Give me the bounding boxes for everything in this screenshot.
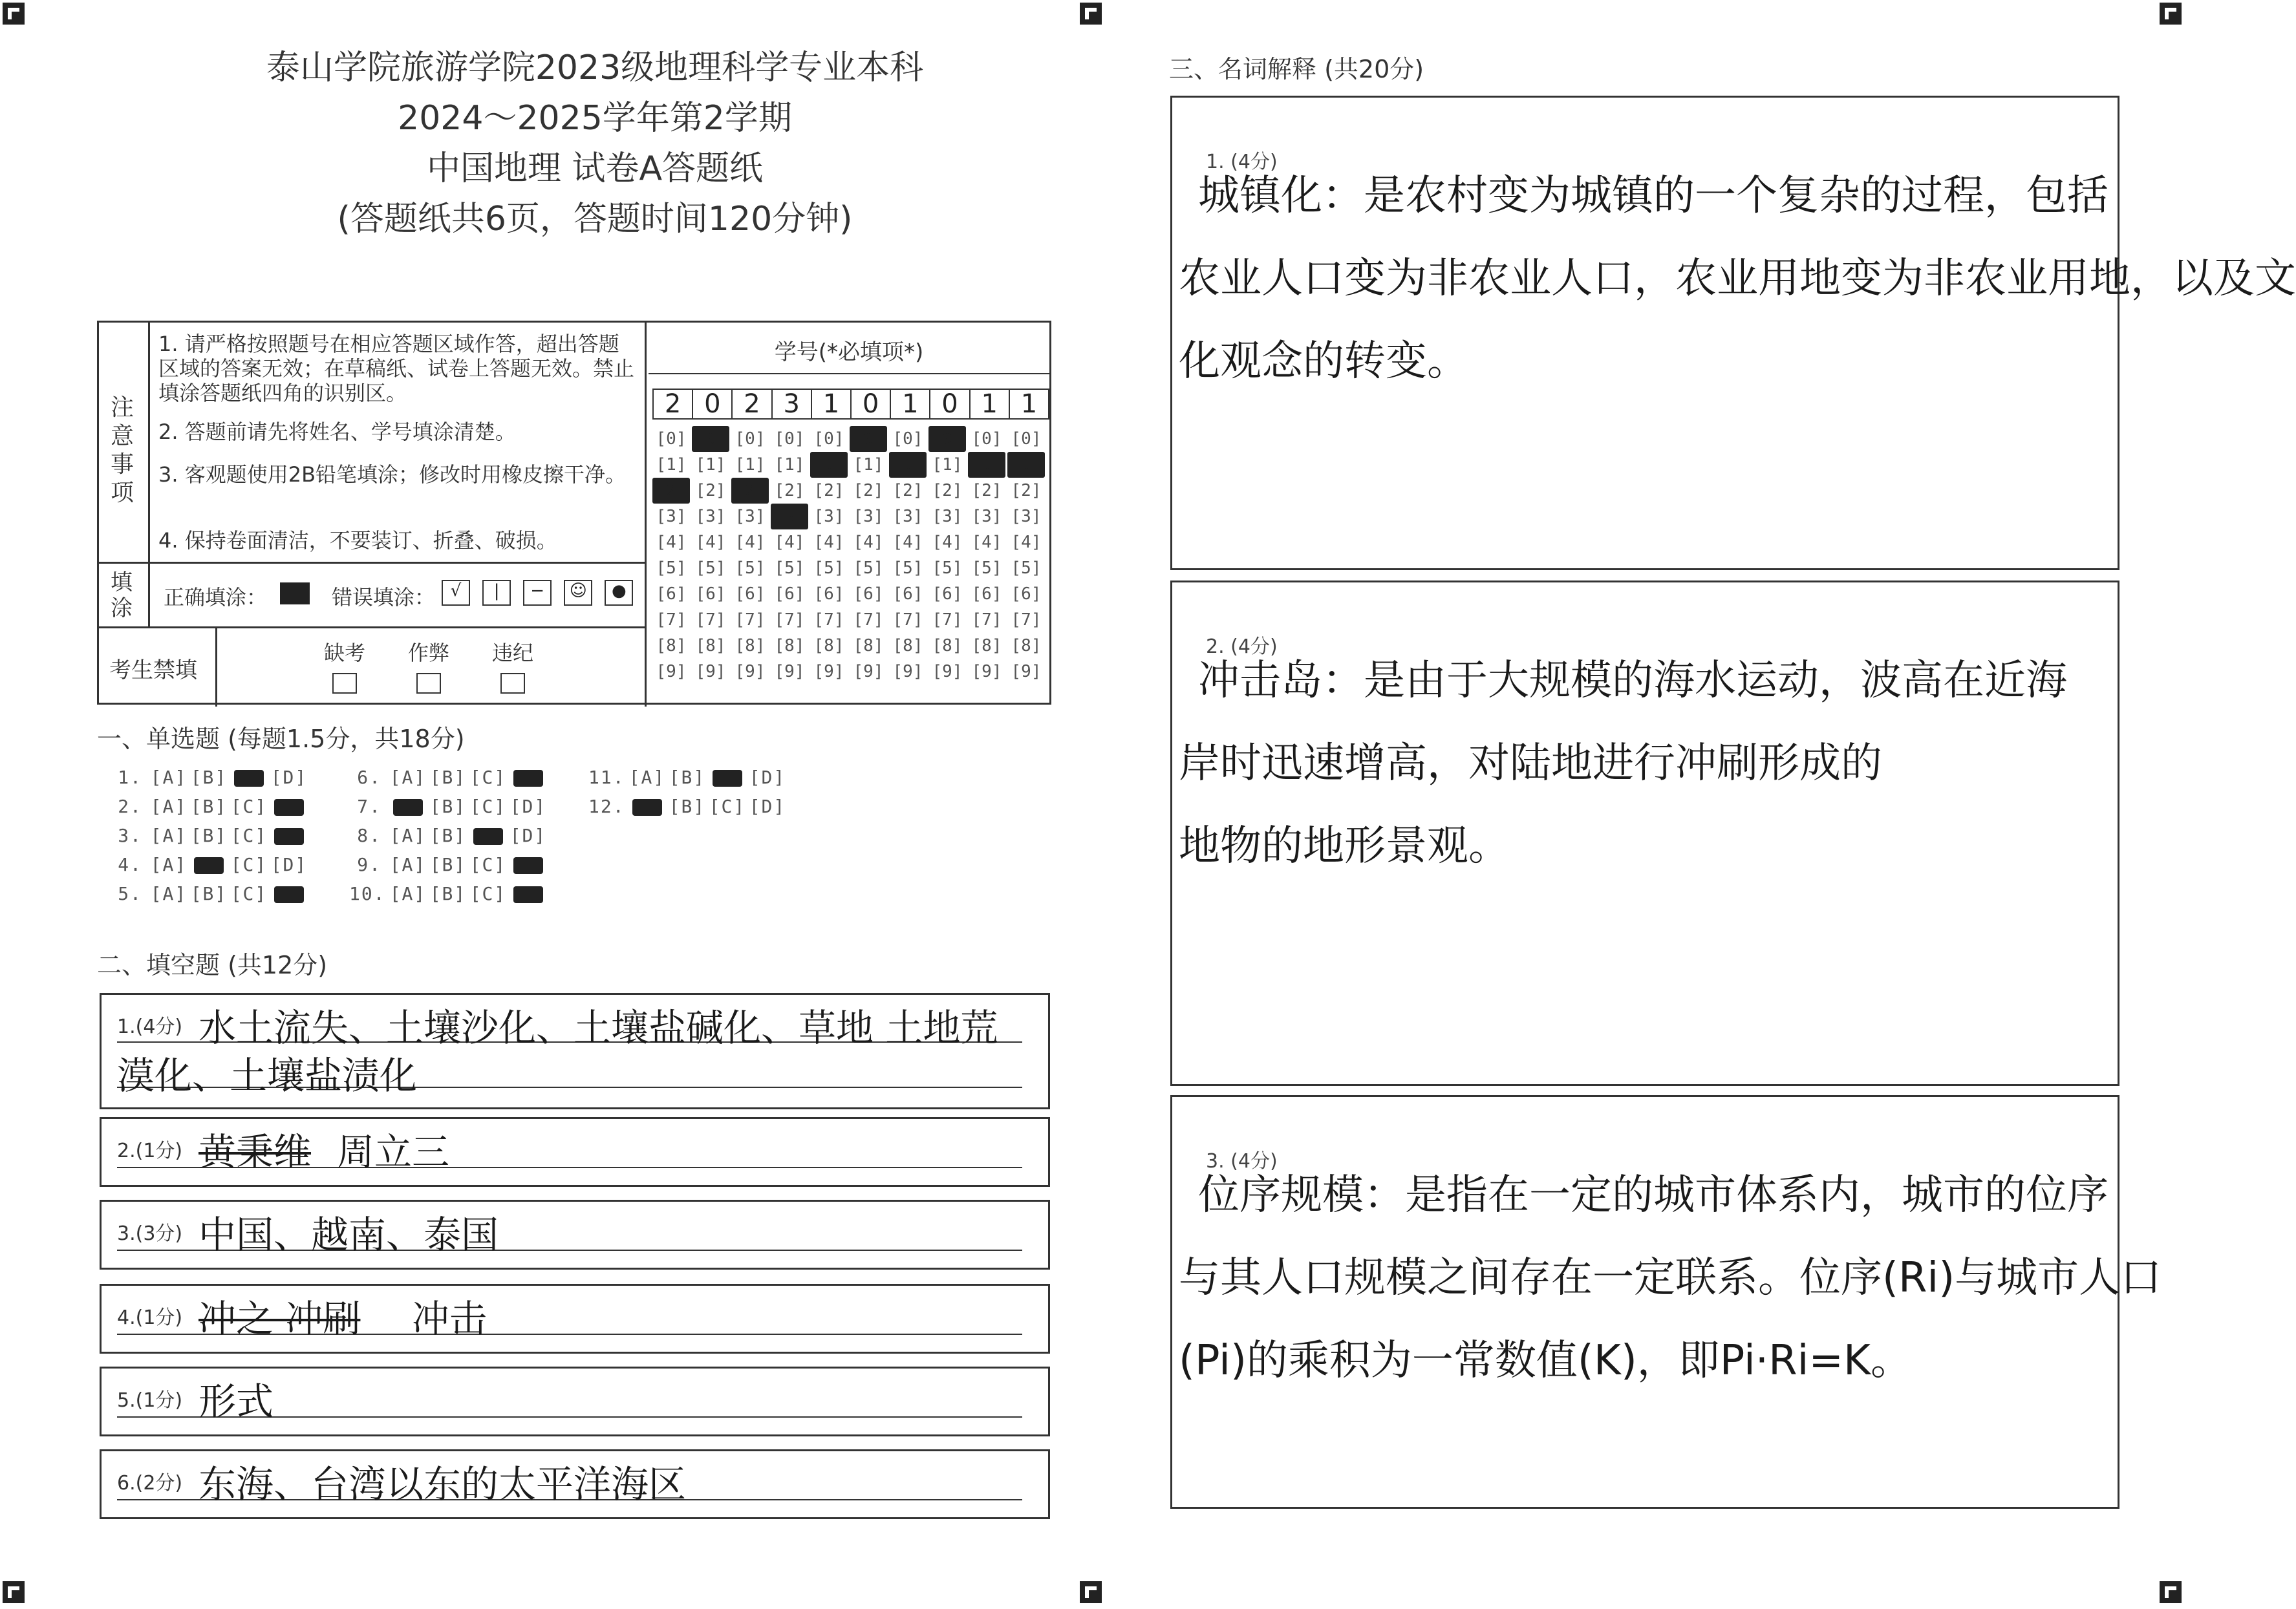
fill-blank-box[interactable] [100,1367,1050,1436]
exam-status-absent-label: 缺考 [323,641,365,665]
definition-line: 地物的地形景观。 [1179,822,1510,870]
student-id-column[interactable] [928,426,966,685]
mcq-option[interactable]: [A] [389,854,427,875]
fill-blank-label: 5.(1分) [117,1389,183,1412]
mcq-question[interactable] [110,825,309,846]
mcq-filled-bubble [393,799,423,816]
header-line-2: 2024～2025学年第2学期 [398,99,792,138]
exam-status-violation-label: 违纪 [491,641,533,665]
student-id-bubble[interactable]: [9] [932,662,963,681]
mcq-option[interactable] [189,854,229,875]
definition-line: 城镇化：是农村变为城镇的一个复杂的过程，包括 [1198,172,2108,220]
mcq-option[interactable] [508,854,548,875]
student-id-bubble[interactable]: [1] [695,455,726,474]
student-id-label: 学号(*必填项*) [774,339,924,365]
student-id-bubble[interactable]: [9] [774,662,805,681]
student-id-bubble[interactable]: [9] [1011,662,1042,681]
student-id-bubble[interactable]: [1] [810,452,848,478]
student-id-bubble[interactable]: [6] [695,584,726,604]
mcq-option[interactable]: [C] [469,796,507,817]
student-id-bubble[interactable]: [0] [1011,429,1042,449]
mcq-option[interactable]: [B] [190,825,228,846]
fill-blank-answer-line2: 漠化、土壤盐渍化 [117,1054,418,1098]
mcq-number: 9. [357,854,381,875]
student-id-bubble[interactable]: [7] [853,610,884,630]
corner-marker-bottom-center [1080,1581,1102,1603]
student-id-bubble[interactable]: [3] [971,507,1002,526]
student-id-bubble[interactable]: [0] [656,429,687,449]
student-id-bubble[interactable]: [6] [774,584,805,604]
fill-blank-answer: 东海、台湾以东的太平洋海区 [198,1462,687,1506]
student-id-bubble[interactable]: [9] [892,662,923,681]
section3-title: 三、名词解释 (共20分) [1169,55,1424,83]
wrong-mark-dash: − [523,580,552,606]
correct-fill-label: 正确填涂： [164,585,268,610]
student-id-bubble[interactable]: [1] [656,455,687,474]
student-id-bubble[interactable]: [9] [695,662,726,681]
wrong-mark-bar: | [482,580,511,606]
student-id-bubble[interactable]: [8] [774,636,805,655]
student-id-bubble[interactable]: [5] [932,559,963,578]
mcq-option[interactable]: [C] [230,883,268,904]
exam-status-violation[interactable] [480,637,545,694]
fill-blank-label: 4.(1分) [117,1306,183,1329]
student-id-bubble[interactable]: [9] [853,662,884,681]
wrong-mark-dot: ● [605,580,633,606]
fill-blank-answer: 中国、越南、泰国 [198,1213,499,1257]
exam-status-cheat-box[interactable] [416,673,441,694]
mcq-option[interactable]: [B] [669,767,706,788]
mcq-option[interactable]: [C] [469,883,507,904]
mcq-question[interactable] [588,767,788,788]
student-id-bubble[interactable]: [7] [774,610,805,630]
corner-marker-bottom-right [2160,1581,2182,1603]
mcq-filled-bubble [274,828,304,845]
student-id-bubble[interactable]: [3] [853,507,884,526]
definition-line: 化观念的转变。 [1179,337,1468,385]
mcq-filled-bubble [632,799,662,816]
wrong-fill-samples [442,580,633,606]
mcq-option[interactable]: [B] [190,796,228,817]
mcq-question[interactable] [349,883,548,904]
definition-line: 农业人口变为非农业人口，农业用地变为非农业用地，以及文 [1179,255,2296,303]
exam-status-label: 考生禁填 [109,657,197,683]
student-id-column[interactable] [968,426,1005,685]
student-id-bubble[interactable]: [0] [892,429,923,449]
fill-blank-box[interactable] [100,993,1050,1109]
student-id-bubble[interactable]: [7] [695,610,726,630]
mcq-option[interactable]: [C] [230,796,268,817]
student-id-bubble[interactable]: [3] [695,507,726,526]
student-id-digit: 2 [733,390,772,418]
fill-blank-label: 3.(3分) [117,1222,183,1245]
student-id-bubble[interactable]: [5] [971,559,1002,578]
definition-label: 2. (4分) [1206,635,1278,658]
student-id-digit: 0 [852,390,891,418]
student-id-bubble-grid[interactable] [652,426,1047,698]
student-id-bubble[interactable]: [6] [1011,584,1042,604]
mcq-number: 10. [349,883,386,904]
student-id-bubble[interactable]: [5] [695,559,726,578]
mcq-option[interactable]: [D] [270,854,308,875]
student-id-bubble[interactable]: [4] [853,533,884,552]
exam-status-cheat[interactable] [396,637,461,694]
mcq-option[interactable]: [A] [389,825,427,846]
student-id-bubble[interactable]: [3] [892,507,923,526]
mcq-option[interactable] [269,825,309,846]
mcq-option[interactable]: [A] [389,767,427,788]
mcq-option[interactable]: [A] [150,825,188,846]
student-id-bubble[interactable]: [7] [1011,610,1042,630]
mcq-number: 5. [118,883,142,904]
corner-marker-top-center [1080,3,1102,25]
mcq-option[interactable]: [A] [150,796,188,817]
student-id-bubble[interactable]: [6] [735,584,766,604]
notice-side-label: 注意事项 [111,394,134,506]
mcq-filled-bubble [194,857,224,874]
student-id-bubble[interactable]: [4] [813,533,844,552]
definition-line: 岸时迅速增高，对陆地进行冲刷形成的 [1179,740,1882,787]
student-id-bubble[interactable]: [2] [892,481,923,500]
header-line-1: 泰山学院旅游学院2023级地理科学专业本科 [266,48,924,87]
mcq-option[interactable]: [C] [469,767,507,788]
exam-status-cheat-label: 作弊 [407,641,449,665]
student-id-digit: 1 [1020,389,1038,419]
mcq-filled-bubble [513,770,543,787]
mcq-question[interactable] [349,796,548,817]
student-id-bubble[interactable]: [8] [932,636,963,655]
student-id-bubble[interactable]: [2] [971,481,1002,500]
mcq-filled-bubble [274,886,304,903]
student-id-digit-boxes [652,389,1049,420]
mcq-option[interactable]: [A] [628,767,666,788]
mcq-option[interactable]: [C] [230,825,268,846]
mcq-number: 12. [588,796,625,817]
student-id-bubble[interactable]: [0] [692,426,729,452]
student-id-bubble[interactable]: [3] [656,507,687,526]
student-id-bubble[interactable]: [4] [774,533,805,552]
mcq-option[interactable]: [D] [510,825,547,846]
notice-item-4: 4. 保持卷面清洁，不要装订、折叠、破损。 [158,528,557,553]
mcq-filled-bubble [234,770,264,787]
student-id-digit: 1 [891,390,930,418]
mcq-option[interactable]: [B] [429,796,467,817]
student-id-digit: 2 [654,390,693,418]
mcq-option[interactable]: [B] [429,825,467,846]
mcq-question[interactable] [110,854,309,875]
mcq-option[interactable]: [B] [429,767,467,788]
section1-title: 一、单选题 (每题1.5分，共18分) [97,725,465,753]
fill-blank-label: 6.(2分) [117,1472,183,1495]
student-id-bubble[interactable]: [8] [1011,636,1042,655]
mcq-option[interactable]: [D] [270,767,308,788]
student-id-bubble[interactable]: [6] [892,584,923,604]
student-id-bubble[interactable]: [8] [892,636,923,655]
fill-blank-answer: 冲击 [412,1297,488,1341]
student-id-bubble[interactable]: [3] [735,507,766,526]
mcq-option[interactable]: [C] [469,854,507,875]
mcq-number: 11. [588,767,625,788]
student-id-bubble[interactable]: [9] [971,662,1002,681]
mcq-question[interactable] [110,767,309,788]
mcq-question[interactable] [349,767,548,788]
student-id-bubble[interactable]: [7] [932,610,963,630]
fill-blank-struck-text: 黄秉维 [198,1130,312,1174]
student-id-bubble[interactable]: [6] [853,584,884,604]
student-id-bubble[interactable]: [4] [656,533,687,552]
student-id-bubble[interactable]: [8] [695,636,726,655]
student-id-bubble[interactable]: [1] [774,455,805,474]
student-id-bubble[interactable]: [2] [695,481,726,500]
student-id-bubble[interactable]: [2] [731,478,769,504]
mcq-option[interactable] [508,883,548,904]
student-id-bubble[interactable]: [5] [813,559,844,578]
student-id-bubble[interactable]: [7] [735,610,766,630]
definition-label: 3. (4分) [1206,1150,1278,1173]
mcq-option[interactable]: [B] [429,854,467,875]
student-id-bubble[interactable]: [2] [853,481,884,500]
definition-line: 与其人口规模之间存在一定联系。位序(Ri)与城市人口 [1179,1254,2162,1302]
mcq-option[interactable] [707,767,747,788]
student-id-bubble[interactable]: [5] [853,559,884,578]
student-id-bubble[interactable]: [8] [853,636,884,655]
fill-blank-box[interactable] [100,1284,1050,1354]
mcq-option[interactable]: [D] [749,767,786,788]
mcq-option[interactable]: [A] [150,854,188,875]
student-id-bubble[interactable]: [2] [774,481,805,500]
mcq-option[interactable]: [B] [429,883,467,904]
mcq-option[interactable]: [B] [669,796,706,817]
info-box [97,321,1051,705]
student-id-bubble[interactable]: [0] [971,429,1002,449]
mcq-question[interactable] [588,796,788,817]
student-id-bubble[interactable]: [4] [735,533,766,552]
student-id-bubble[interactable]: [6] [971,584,1002,604]
student-id-bubble[interactable]: [4] [892,533,923,552]
correct-fill-sample [280,582,310,604]
exam-status-absent-box[interactable] [332,673,357,694]
mcq-option[interactable]: [A] [150,883,188,904]
mcq-question[interactable] [110,883,309,904]
student-id-bubble[interactable]: [6] [813,584,844,604]
fill-blank-label: 1.(4分) [117,1016,183,1038]
mcq-option[interactable] [468,825,508,846]
student-id-bubble[interactable]: [5] [1011,559,1042,578]
student-id-bubble[interactable]: [8] [735,636,766,655]
mcq-option[interactable] [508,767,548,788]
exam-status-violation-box[interactable] [500,673,525,694]
student-id-bubble[interactable]: [9] [656,662,687,681]
header-line-4: (答题纸共6页，答题时间120分钟) [337,200,853,239]
student-id-column[interactable] [692,426,729,685]
mcq-number: 4. [118,854,142,875]
mcq-question[interactable] [349,825,548,846]
student-id-bubble[interactable]: [1] [968,452,1005,478]
mcq-filled-bubble [473,828,503,845]
mcq-question[interactable] [110,796,309,817]
mcq-option[interactable]: [B] [190,883,228,904]
student-id-bubble[interactable]: [2] [813,481,844,500]
section2-title: 二、填空题 (共12分) [97,951,328,979]
mcq-option[interactable]: [A] [389,883,427,904]
student-id-bubble[interactable]: [9] [735,662,766,681]
student-id-digit: 0 [693,390,733,418]
mcq-option[interactable]: [C] [709,796,746,817]
student-id-bubble[interactable]: [0] [850,426,887,452]
student-id-bubble[interactable]: [8] [813,636,844,655]
student-id-bubble[interactable]: [6] [932,584,963,604]
fill-blank-answer: 形式 [198,1380,274,1423]
student-id-bubble[interactable]: [8] [656,636,687,655]
notice-item-3: 3. 客观题使用2B铅笔填涂；修改时用橡皮擦干净。 [158,462,627,487]
student-id-bubble[interactable]: [1] [1007,452,1045,478]
student-id-bubble[interactable]: [0] [735,429,766,449]
mcq-option[interactable] [627,796,667,817]
student-id-bubble[interactable]: [3] [813,507,844,526]
definition-box[interactable] [1170,581,2119,1086]
student-id-bubble[interactable]: [3] [771,504,808,529]
corner-marker-top-left [3,3,25,25]
student-id-bubble[interactable]: [4] [971,533,1002,552]
student-id-bubble[interactable]: [9] [813,662,844,681]
student-id-column[interactable] [810,426,848,685]
student-id-bubble[interactable]: [7] [656,610,687,630]
definition-line: (Pi)的乘积为一常数值(K)，即Pi·Ri=K。 [1179,1337,1912,1385]
fill-blank-box[interactable] [100,1449,1050,1519]
mcq-area[interactable] [110,767,821,915]
student-id-bubble[interactable]: [0] [813,429,844,449]
student-id-bubble[interactable]: [1] [889,452,927,478]
fill-blank-box[interactable] [100,1200,1050,1270]
student-id-column[interactable] [1007,426,1045,685]
student-id-bubble[interactable]: [2] [1011,481,1042,500]
student-id-bubble[interactable]: [5] [892,559,923,578]
student-id-bubble[interactable]: [3] [932,507,963,526]
student-id-column[interactable] [731,426,769,685]
mcq-number: 3. [118,825,142,846]
student-id-bubble[interactable]: [2] [932,481,963,500]
mcq-option[interactable]: [C] [230,854,268,875]
student-id-bubble[interactable]: [7] [892,610,923,630]
student-id-digit: 1 [971,390,1010,418]
student-id-digit: 1 [812,390,852,418]
student-id-bubble[interactable]: [3] [1011,507,1042,526]
student-id-digit: 0 [930,390,970,418]
student-id-bubble[interactable]: [0] [928,426,966,452]
student-id-column[interactable] [889,426,927,685]
mcq-filled-bubble [513,857,543,874]
student-id-column[interactable] [771,426,808,685]
notice-item-1: 1. 请严格按照题号在相应答题区域作答，超出答题区域的答案无效；在草稿纸、试卷上答题无效。禁止填涂答题纸四角的识别区。 [158,332,635,405]
student-id-bubble[interactable]: [8] [971,636,1002,655]
student-id-bubble[interactable]: [4] [695,533,726,552]
student-id-bubble[interactable]: [5] [656,559,687,578]
student-id-bubble[interactable]: [5] [774,559,805,578]
student-id-bubble[interactable]: [7] [971,610,1002,630]
student-id-column[interactable] [652,426,690,685]
wrong-mark-check: √ [442,580,470,606]
student-id-bubble[interactable]: [5] [735,559,766,578]
student-id-bubble[interactable]: [7] [813,610,844,630]
definition-line: 冲击岛：是由于大规模的海水运动，波高在近海 [1198,657,2067,705]
notice-item-2: 2. 答题前请先将姓名、学号填涂清楚。 [158,420,516,444]
mcq-option[interactable] [388,796,428,817]
mcq-filled-bubble [713,770,742,787]
mcq-number: 7. [357,796,381,817]
fill-blank-struck-text: 冲之 冲刷 [198,1297,361,1341]
mcq-option[interactable] [229,767,269,788]
student-id-digit: 3 [773,390,812,418]
mcq-option[interactable] [269,883,309,904]
mcq-option[interactable]: [D] [749,796,786,817]
student-id-column[interactable] [850,426,887,685]
mcq-filled-bubble [513,886,543,903]
mcq-number: 1. [118,767,142,788]
student-id-bubble[interactable]: [4] [1011,533,1042,552]
mcq-option[interactable] [269,796,309,817]
definition-label: 1. (4分) [1206,151,1278,173]
mcq-filled-bubble [274,799,304,816]
wrong-mark-smile: ☺ [564,580,592,606]
fill-label: 填涂 [111,570,133,621]
mcq-number: 8. [357,825,381,846]
student-id-bubble[interactable]: [2] [652,478,690,504]
student-id-bubble[interactable]: [0] [774,429,805,449]
student-id-bubble[interactable]: [6] [656,584,687,604]
definition-box[interactable] [1170,96,2296,570]
fill-blank-label: 2.(1分) [117,1140,183,1162]
header-line-3: 中国地理 试卷A答题纸 [426,149,764,188]
wrong-fill-label: 错误填涂： [332,585,436,610]
student-id-bubble[interactable]: [1] [853,455,884,474]
mcq-number: 2. [118,796,142,817]
mcq-option[interactable]: [A] [150,767,188,788]
definition-box[interactable] [1170,1095,2162,1509]
mcq-number: 6. [357,767,381,788]
mcq-option[interactable]: [B] [190,767,228,788]
exam-status-absent[interactable] [312,637,377,694]
student-id-bubble[interactable]: [4] [932,533,963,552]
student-id-bubble[interactable]: [1] [932,455,963,474]
corner-marker-bottom-left [3,1581,25,1603]
fill-blank-answer: 周立三 [337,1130,450,1174]
definition-line: 位序规模：是指在一定的城市体系内，城市的位序 [1198,1171,2108,1219]
fill-blank-answer: 水土流失、土壤沙化、土壤盐碱化、草地 土地荒 [198,1006,998,1050]
student-id-bubble[interactable]: [1] [735,455,766,474]
mcq-question[interactable] [349,854,548,875]
corner-marker-top-right [2160,3,2182,25]
fill-blank-box[interactable] [100,1117,1050,1187]
mcq-option[interactable]: [D] [510,796,547,817]
